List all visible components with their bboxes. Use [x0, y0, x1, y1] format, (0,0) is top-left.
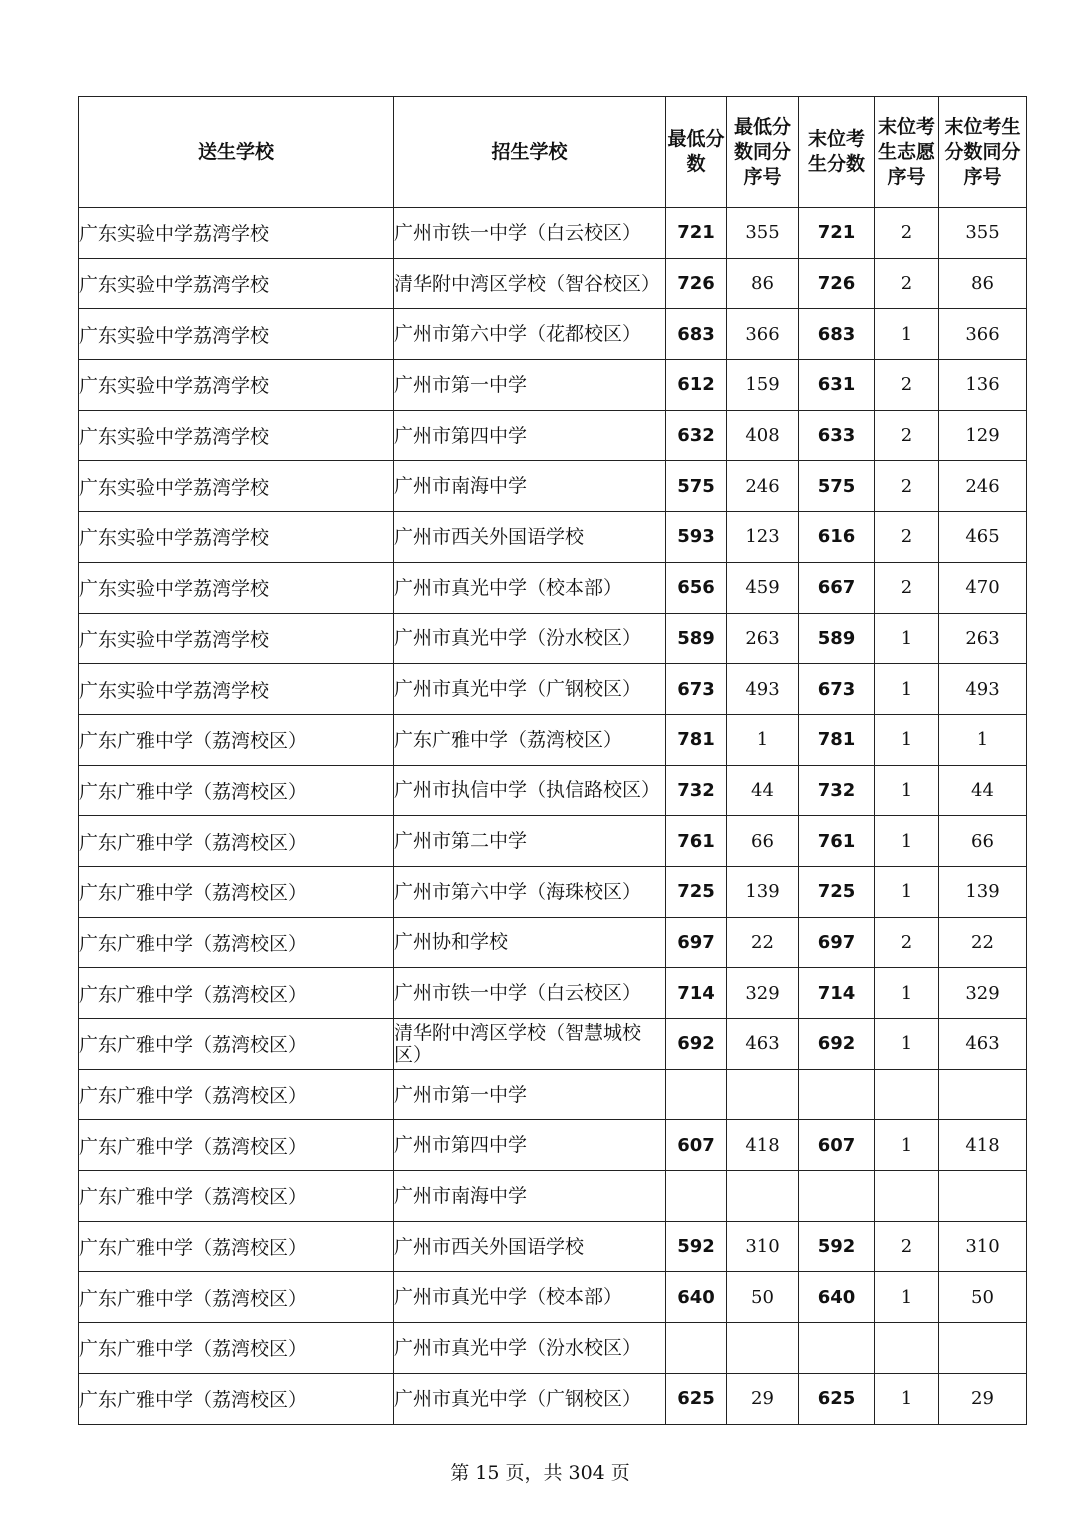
table-row — [79, 258, 1027, 309]
cell-min-score: 625 — [666, 1373, 727, 1424]
cell-receiver-school: 广州市真光中学（汾水校区） — [394, 1323, 666, 1374]
table-row — [79, 461, 1027, 512]
cell-receiver-school: 广东广雅中学（荔湾校区） — [394, 714, 666, 765]
cell-last-choice: 2 — [875, 512, 939, 563]
cell-min-score: 656 — [666, 562, 727, 613]
cell-last-score: 761 — [799, 816, 875, 867]
table-row — [79, 917, 1027, 968]
header-min-score: 最低分数 — [666, 97, 727, 208]
cell-last-choice — [875, 1171, 939, 1222]
header-min-rank: 最低分数同分序号 — [727, 97, 799, 208]
cell-sender-school: 广东实验中学荔湾学校 — [79, 512, 394, 563]
cell-min-rank: 366 — [727, 309, 799, 360]
cell-receiver-school: 广州市真光中学（汾水校区） — [394, 613, 666, 664]
cell-last-choice: 2 — [875, 360, 939, 411]
cell-last-rank: 1 — [939, 714, 1027, 765]
cell-min-rank: 246 — [727, 461, 799, 512]
table-row — [79, 1272, 1027, 1323]
table-row — [79, 1373, 1027, 1424]
cell-min-rank: 310 — [727, 1221, 799, 1272]
cell-receiver-school: 广州市执信中学（执信路校区） — [394, 765, 666, 816]
cell-last-score: 633 — [799, 410, 875, 461]
cell-last-rank — [939, 1069, 1027, 1120]
table-row — [79, 1323, 1027, 1374]
cell-last-choice: 2 — [875, 410, 939, 461]
cell-last-score: 781 — [799, 714, 875, 765]
cell-min-rank: 329 — [727, 968, 799, 1019]
cell-last-choice: 2 — [875, 258, 939, 309]
page-number: 第 15 页，共 304 页 — [450, 1462, 630, 1484]
cell-min-rank: 493 — [727, 664, 799, 715]
cell-sender-school: 广东广雅中学（荔湾校区） — [79, 1323, 394, 1374]
cell-last-score: 692 — [799, 1019, 875, 1070]
cell-receiver-school: 广州市第一中学 — [394, 360, 666, 411]
cell-sender-school: 广东广雅中学（荔湾校区） — [79, 968, 394, 1019]
cell-receiver-school: 广州市南海中学 — [394, 461, 666, 512]
cell-sender-school: 广东广雅中学（荔湾校区） — [79, 714, 394, 765]
cell-last-rank: 355 — [939, 208, 1027, 259]
cell-last-choice: 1 — [875, 968, 939, 1019]
cell-min-score: 692 — [666, 1019, 727, 1070]
cell-min-score — [666, 1171, 727, 1222]
cell-last-rank: 66 — [939, 816, 1027, 867]
cell-sender-school: 广东广雅中学（荔湾校区） — [79, 1069, 394, 1120]
table-row — [79, 714, 1027, 765]
cell-last-choice — [875, 1323, 939, 1374]
cell-last-rank: 136 — [939, 360, 1027, 411]
header-sender-school: 送生学校 — [79, 97, 394, 208]
cell-last-score: 607 — [799, 1120, 875, 1171]
table-body — [79, 208, 1027, 1425]
table-row — [79, 1171, 1027, 1222]
cell-min-rank: 44 — [727, 765, 799, 816]
cell-last-rank: 129 — [939, 410, 1027, 461]
header-receiver-school: 招生学校 — [394, 97, 666, 208]
table-row — [79, 562, 1027, 613]
cell-last-choice: 1 — [875, 714, 939, 765]
cell-last-choice: 1 — [875, 866, 939, 917]
cell-last-choice: 1 — [875, 664, 939, 715]
cell-sender-school: 广东实验中学荔湾学校 — [79, 258, 394, 309]
cell-min-rank: 408 — [727, 410, 799, 461]
cell-receiver-school: 广州市真光中学（校本部） — [394, 1272, 666, 1323]
cell-last-choice: 2 — [875, 461, 939, 512]
cell-last-choice: 1 — [875, 1272, 939, 1323]
cell-min-score — [666, 1323, 727, 1374]
cell-min-score: 781 — [666, 714, 727, 765]
table-row — [79, 208, 1027, 259]
cell-min-score: 673 — [666, 664, 727, 715]
cell-min-score: 732 — [666, 765, 727, 816]
cell-min-score: 612 — [666, 360, 727, 411]
cell-receiver-school: 清华附中湾区学校（智慧城校区） — [394, 1019, 666, 1070]
table-row — [79, 309, 1027, 360]
cell-last-choice: 1 — [875, 765, 939, 816]
table-row — [79, 664, 1027, 715]
cell-receiver-school: 广州市西关外国语学校 — [394, 1221, 666, 1272]
cell-last-score: 697 — [799, 917, 875, 968]
table-row — [79, 360, 1027, 411]
cell-last-rank: 86 — [939, 258, 1027, 309]
cell-last-rank: 44 — [939, 765, 1027, 816]
cell-min-score: 607 — [666, 1120, 727, 1171]
cell-min-score — [666, 1069, 727, 1120]
table-row — [79, 1120, 1027, 1171]
cell-min-rank: 418 — [727, 1120, 799, 1171]
cell-last-choice: 1 — [875, 1120, 939, 1171]
cell-min-score: 726 — [666, 258, 727, 309]
cell-sender-school: 广东广雅中学（荔湾校区） — [79, 1272, 394, 1323]
cell-receiver-school: 广州市真光中学（校本部） — [394, 562, 666, 613]
cell-min-score: 592 — [666, 1221, 727, 1272]
cell-min-score: 632 — [666, 410, 727, 461]
cell-last-score: 725 — [799, 866, 875, 917]
cell-min-score: 721 — [666, 208, 727, 259]
table-row — [79, 765, 1027, 816]
cell-last-rank: 493 — [939, 664, 1027, 715]
cell-receiver-school: 广州市第六中学（海珠校区） — [394, 866, 666, 917]
cell-min-rank: 66 — [727, 816, 799, 867]
cell-last-score: 732 — [799, 765, 875, 816]
cell-receiver-school: 广州市第四中学 — [394, 410, 666, 461]
cell-min-score: 697 — [666, 917, 727, 968]
cell-last-score: 592 — [799, 1221, 875, 1272]
cell-receiver-school: 广州市第四中学 — [394, 1120, 666, 1171]
table-row — [79, 866, 1027, 917]
cell-last-rank: 246 — [939, 461, 1027, 512]
cell-min-score: 683 — [666, 309, 727, 360]
cell-last-score: 616 — [799, 512, 875, 563]
cell-last-score — [799, 1323, 875, 1374]
cell-sender-school: 广东广雅中学（荔湾校区） — [79, 765, 394, 816]
cell-last-score: 640 — [799, 1272, 875, 1323]
cell-last-choice: 2 — [875, 562, 939, 613]
cell-receiver-school: 广州市第六中学（花都校区） — [394, 309, 666, 360]
cell-last-choice: 1 — [875, 1019, 939, 1070]
cell-min-score: 575 — [666, 461, 727, 512]
cell-last-rank — [939, 1323, 1027, 1374]
cell-min-score: 640 — [666, 1272, 727, 1323]
cell-min-rank: 139 — [727, 866, 799, 917]
cell-last-choice: 1 — [875, 309, 939, 360]
cell-min-rank — [727, 1069, 799, 1120]
cell-last-rank: 418 — [939, 1120, 1027, 1171]
cell-last-score: 726 — [799, 258, 875, 309]
cell-min-score: 593 — [666, 512, 727, 563]
table-row — [79, 512, 1027, 563]
cell-sender-school: 广东实验中学荔湾学校 — [79, 309, 394, 360]
cell-receiver-school: 广州协和学校 — [394, 917, 666, 968]
cell-last-score: 714 — [799, 968, 875, 1019]
cell-last-rank: 50 — [939, 1272, 1027, 1323]
cell-receiver-school: 广州市南海中学 — [394, 1171, 666, 1222]
cell-sender-school: 广东实验中学荔湾学校 — [79, 664, 394, 715]
cell-min-rank: 1 — [727, 714, 799, 765]
cell-sender-school: 广东实验中学荔湾学校 — [79, 461, 394, 512]
cell-sender-school: 广东广雅中学（荔湾校区） — [79, 816, 394, 867]
admission-score-table — [78, 96, 1027, 1425]
cell-last-rank: 329 — [939, 968, 1027, 1019]
cell-last-choice: 2 — [875, 208, 939, 259]
cell-last-score: 667 — [799, 562, 875, 613]
cell-sender-school: 广东广雅中学（荔湾校区） — [79, 1373, 394, 1424]
cell-min-rank: 263 — [727, 613, 799, 664]
cell-sender-school: 广东广雅中学（荔湾校区） — [79, 1120, 394, 1171]
cell-sender-school: 广东广雅中学（荔湾校区） — [79, 1019, 394, 1070]
cell-min-score: 725 — [666, 866, 727, 917]
cell-last-score: 625 — [799, 1373, 875, 1424]
cell-receiver-school: 广州市真光中学（广钢校区） — [394, 664, 666, 715]
cell-receiver-school: 广州市西关外国语学校 — [394, 512, 666, 563]
table-row — [79, 410, 1027, 461]
cell-min-rank: 459 — [727, 562, 799, 613]
cell-last-rank: 465 — [939, 512, 1027, 563]
cell-sender-school: 广东实验中学荔湾学校 — [79, 208, 394, 259]
cell-sender-school: 广东实验中学荔湾学校 — [79, 562, 394, 613]
cell-last-score: 575 — [799, 461, 875, 512]
cell-receiver-school: 广州市第一中学 — [394, 1069, 666, 1120]
header-last-rank: 末位考生分数同分序号 — [939, 97, 1027, 208]
cell-min-rank: 123 — [727, 512, 799, 563]
cell-min-score: 589 — [666, 613, 727, 664]
cell-last-choice: 2 — [875, 1221, 939, 1272]
cell-last-choice: 1 — [875, 613, 939, 664]
cell-receiver-school: 广州市铁一中学（白云校区） — [394, 968, 666, 1019]
cell-sender-school: 广东广雅中学（荔湾校区） — [79, 866, 394, 917]
cell-last-score: 589 — [799, 613, 875, 664]
table-row — [79, 1019, 1027, 1070]
cell-last-score: 721 — [799, 208, 875, 259]
cell-receiver-school: 广州市第二中学 — [394, 816, 666, 867]
table-row — [79, 613, 1027, 664]
cell-receiver-school: 清华附中湾区学校（智谷校区） — [394, 258, 666, 309]
cell-last-choice: 2 — [875, 917, 939, 968]
header-last-score: 末位考生分数 — [799, 97, 875, 208]
table-row — [79, 968, 1027, 1019]
cell-min-rank: 159 — [727, 360, 799, 411]
cell-sender-school: 广东广雅中学（荔湾校区） — [79, 917, 394, 968]
cell-min-rank: 29 — [727, 1373, 799, 1424]
cell-last-rank: 310 — [939, 1221, 1027, 1272]
cell-min-rank — [727, 1323, 799, 1374]
cell-min-score: 714 — [666, 968, 727, 1019]
cell-last-rank: 29 — [939, 1373, 1027, 1424]
cell-min-rank: 50 — [727, 1272, 799, 1323]
cell-last-score: 631 — [799, 360, 875, 411]
cell-min-rank — [727, 1171, 799, 1222]
cell-last-rank: 366 — [939, 309, 1027, 360]
cell-receiver-school: 广州市铁一中学（白云校区） — [394, 208, 666, 259]
cell-sender-school: 广东实验中学荔湾学校 — [79, 410, 394, 461]
table-row — [79, 1069, 1027, 1120]
cell-receiver-school: 广州市真光中学（广钢校区） — [394, 1373, 666, 1424]
cell-last-score — [799, 1069, 875, 1120]
cell-min-score: 761 — [666, 816, 727, 867]
cell-sender-school: 广东实验中学荔湾学校 — [79, 613, 394, 664]
table-row — [79, 816, 1027, 867]
header-last-choice: 末位考生志愿序号 — [875, 97, 939, 208]
cell-min-rank: 463 — [727, 1019, 799, 1070]
cell-sender-school: 广东广雅中学（荔湾校区） — [79, 1221, 394, 1272]
cell-last-rank: 139 — [939, 866, 1027, 917]
cell-last-choice: 1 — [875, 1373, 939, 1424]
table-row — [79, 1221, 1027, 1272]
table-header-row — [79, 97, 1027, 208]
cell-last-rank: 463 — [939, 1019, 1027, 1070]
cell-sender-school: 广东实验中学荔湾学校 — [79, 360, 394, 411]
cell-min-rank: 355 — [727, 208, 799, 259]
cell-min-rank: 22 — [727, 917, 799, 968]
cell-last-score: 683 — [799, 309, 875, 360]
cell-last-choice — [875, 1069, 939, 1120]
cell-last-rank: 22 — [939, 917, 1027, 968]
cell-min-rank: 86 — [727, 258, 799, 309]
cell-last-score: 673 — [799, 664, 875, 715]
cell-last-score — [799, 1171, 875, 1222]
cell-last-rank: 470 — [939, 562, 1027, 613]
cell-last-rank: 263 — [939, 613, 1027, 664]
cell-last-rank — [939, 1171, 1027, 1222]
cell-sender-school: 广东广雅中学（荔湾校区） — [79, 1171, 394, 1222]
cell-last-choice: 1 — [875, 816, 939, 867]
